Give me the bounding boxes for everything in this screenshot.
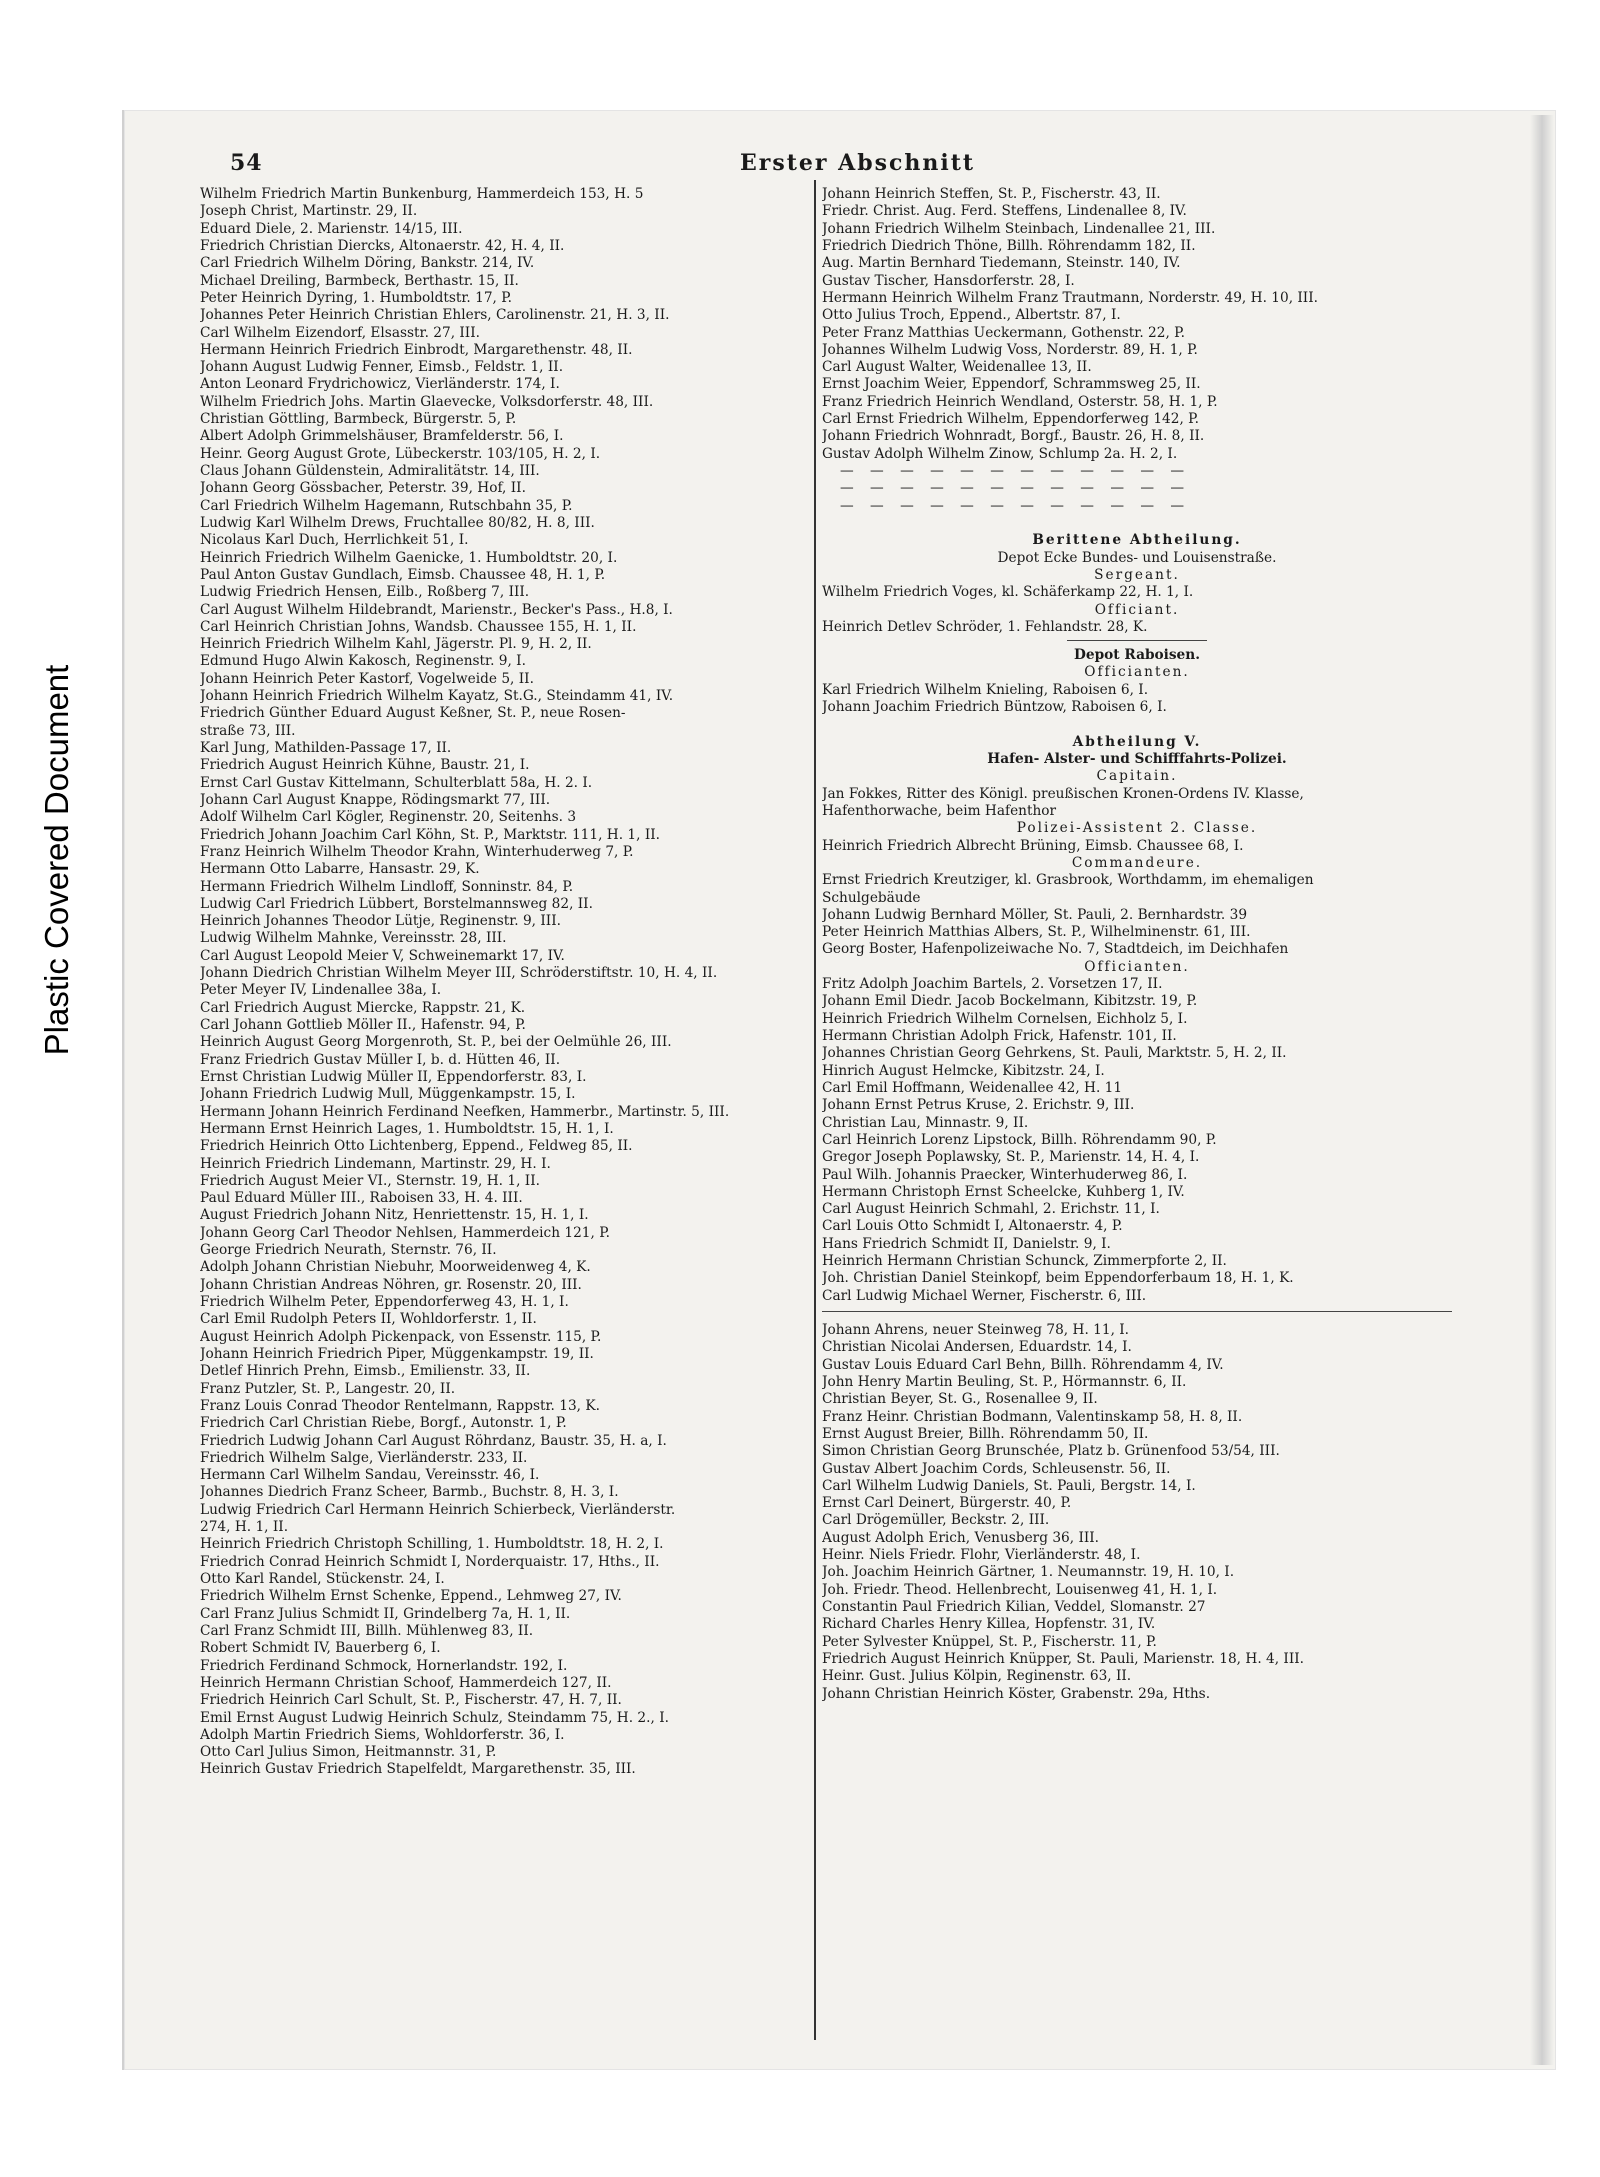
directory-entry: Hermann Christian Adolph Frick, Hafenstr. 101, II. [822, 1028, 1177, 1044]
directory-entry: Schulgebäude [822, 889, 921, 906]
right-column [822, 186, 1452, 1703]
directory-entry: Franz Putzler, St. P., Langestr. 20, II. [200, 1380, 456, 1397]
directory-entry: Johann Heinrich Peter Kastorf, Vogelweide 5, II. [200, 670, 534, 687]
directory-entry: Carl Friedrich Wilhelm Hagemann, Rutschbahn 35, P. [200, 497, 573, 514]
directory-entry: John Henry Martin Beuling, St. P., Hörmannstr. 6, II. [822, 1373, 1187, 1390]
directory-entry: Ludwig Friedrich Hensen, Eilb., Roßberg 7, III. [200, 584, 530, 601]
directory-entry: Franz Heinr. Christian Bodmann, Valentinskamp 58, H. 8, II. [822, 1408, 1243, 1425]
directory-entry: Friedrich Carl Christian Riebe, Borgf., Autonstr. 1, P. [200, 1415, 567, 1432]
directory-entry: Carl Friedrich Wilhelm Döring, Bankstr. 214, IV. [200, 255, 535, 272]
directory-entry: Carl Ludwig Michael Werner, Fischerstr. 6, III. [822, 1287, 1147, 1304]
page-number: 54 [230, 150, 263, 176]
directory-entry: Eduard Diele, 2. Marienstr. 14/15, III. [200, 220, 463, 237]
directory-entry: Ernst Carl Gustav Kittelmann, Schulterblatt 58a, H. 2. I. [200, 774, 593, 791]
directory-entry: Friedrich Christian Diercks, Altonaerstr. 42, H. 4, II. [200, 237, 565, 254]
directory-entry: Carl Heinrich Lorenz Lipstock, Billh. Röhrendamm 90, P. [822, 1131, 1217, 1148]
directory-entry: Friedr. Christ. Aug. Ferd. Steffens, Lindenallee 8, IV. [822, 203, 1187, 220]
directory-entry: Nicolaus Karl Duch, Herrlichkeit 51, I. [200, 532, 469, 549]
officiant-label: Officiant. [1094, 601, 1180, 618]
directory-entry: Gustav Adolph Wilhelm Zinow, Schlump 2a. H. 2, I. [822, 445, 1178, 462]
directory-entry: Paul Wilh. Johannis Praecker, Winterhuderweg 86, I. [822, 1166, 1188, 1183]
directory-entry: Christian Beyer, St. G., Rosenallee 9, II. [822, 1391, 1098, 1408]
directory-entry: Heinrich Friedrich Christoph Schilling, 1. Humboldtstr. 18, H. 2, I. [200, 1536, 664, 1553]
assistent-entry: Heinrich Friedrich Albrecht Brüning, Eimsb. Chaussee 68, I. [822, 837, 1244, 854]
directory-entry: Carl Ernst Friedrich Wilhelm, Eppendorferweg 142, P. [822, 411, 1199, 428]
directory-entry: Johann Georg Gössbacher, Peterstr. 39, Hof, II. [200, 480, 526, 497]
directory-entry: August Adolph Erich, Venusberg 36, III. [822, 1529, 1100, 1546]
directory-entry: Adolph Johann Christian Niebuhr, Moorweidenweg 4, K. [200, 1259, 591, 1276]
directory-entry: Wilhelm Friedrich Martin Bunkenburg, Hammerdeich 153, H. 5 [200, 186, 644, 202]
directory-entry: Gustav Albert Joachim Cords, Schleusenstr. 56, II. [822, 1460, 1171, 1477]
directory-entry: Friedrich Wilhelm Ernst Schenke, Eppend., Lehmweg 27, IV. [200, 1588, 622, 1605]
directory-entry: Gregor Joseph Poplawsky, St. P., Marienstr. 14, H. 4, I. [822, 1149, 1200, 1166]
directory-entry: Albert Adolph Grimmelshäuser, Bramfelderstr. 56, I. [200, 428, 564, 445]
raboisen-title: Depot Raboisen. [1074, 647, 1200, 664]
directory-entry: Christian Göttling, Barmbeck, Bürgerstr. 5, P. [200, 411, 517, 428]
directory-entry: 274, H. 1, II. [200, 1519, 289, 1536]
directory-entry: Carl Johann Gottlieb Möller II., Hafenstr. 94, P. [200, 1017, 526, 1033]
officianten-list [822, 976, 1452, 1305]
directory-entry: Johann August Ludwig Fenner, Eimsb., Feldstr. 1, II. [200, 359, 564, 376]
directory-entry: Carl Friedrich August Miercke, Rappstr. 21, K. [200, 999, 526, 1016]
directory-entry: Johann Heinrich Friedrich Piper, Müggenkampstr. 19, II. [200, 1345, 594, 1362]
directory-entry: Peter Heinrich Matthias Albers, St. P., Wilhelminenstr. 61, III. [822, 924, 1251, 941]
directory-entry: Johann Christian Heinrich Köster, Grabenstr. 29a, Hths. [822, 1685, 1211, 1702]
directory-entry: Franz Heinrich Wilhelm Theodor Krahn, Winterhuderweg 7, P. [200, 843, 634, 860]
directory-entry: Johann Heinrich Steffen, St. P., Fischerstr. 43, II. [822, 186, 1161, 202]
directory-entry: Heinrich Johannes Theodor Lütje, Reginenstr. 9, III. [200, 913, 561, 930]
directory-entry: Johann Friedrich Ludwig Mull, Müggenkampstr. 15, I. [200, 1086, 576, 1103]
directory-entry: Peter Sylvester Knüppel, St. P., Fischerstr. 11, P. [822, 1633, 1157, 1650]
directory-entry: Peter Heinrich Dyring, 1. Humboldtstr. 17, P. [200, 289, 513, 306]
directory-entry: Joseph Christ, Martinstr. 29, II. [200, 203, 418, 220]
directory-entry: August Friedrich Johann Nitz, Henriettenstr. 15, H. 1, I. [200, 1207, 589, 1224]
right-bottom-list [822, 1322, 1452, 1703]
directory-entry: George Friedrich Neurath, Sternstr. 76, II. [200, 1242, 497, 1259]
directory-entry: Ludwig Carl Friedrich Lübbert, Borstelmannsweg 82, II. [200, 895, 593, 912]
directory-entry: Carl August Wilhelm Hildebrandt, Marienstr., Becker's Pass., H.8, I. [200, 601, 673, 618]
directory-entry: Johannes Wilhelm Ludwig Voss, Norderstr. 89, H. 1, P. [822, 341, 1198, 358]
directory-entry: Johann Ludwig Bernhard Möller, St. Pauli, 2. Bernhardstr. 39 [822, 906, 1248, 923]
directory-entry: Heinrich Hermann Christian Schoof, Hammerdeich 127, II. [200, 1674, 612, 1691]
directory-entry: Friedrich Johann Joachim Carl Köhn, St. P., Marktstr. 111, H. 1, II. [200, 826, 661, 843]
directory-entry: Friedrich Wilhelm Salge, Vierländerstr. 233, II. [200, 1449, 528, 1466]
directory-entry: Ernst Friedrich Kreutziger, kl. Grasbrook, Worthdamm, im ehemaligen [822, 872, 1314, 889]
directory-entry: Heinrich August Georg Morgenroth, St. P., bei der Oelmühle 26, III. [200, 1034, 672, 1051]
directory-entry: Georg Boster, Hafenpolizeiwache No. 7, Stadtdeich, im Deichhafen [822, 941, 1289, 958]
page-header: Erster Abschnitt [740, 150, 976, 176]
directory-entry: Friedrich Ferdinand Schmock, Hornerlandstr. 192, I. [200, 1657, 568, 1674]
directory-entry: Friedrich Ludwig Johann Carl August Röhrdanz, Baustr. 35, H. a, I. [200, 1432, 667, 1449]
directory-entry: Carl August Heinrich Schmahl, 2. Erichstr. 11, I. [822, 1201, 1160, 1218]
directory-entry: Johann Ernst Petrus Kruse, 2. Erichstr. 9, III. [822, 1097, 1135, 1114]
page-edge-shadow [1530, 115, 1554, 2065]
directory-entry: Heinrich Gustav Friedrich Stapelfeldt, Margarethenstr. 35, III. [200, 1761, 636, 1778]
directory-entry: Friedrich Günther Eduard August Keßner, St. P., neue Rosen- [200, 705, 626, 722]
officianten-label: Officianten. [1084, 958, 1190, 975]
directory-entry: Ludwig Friedrich Carl Hermann Heinrich Schierbeck, Vierländerstr. [200, 1501, 676, 1518]
directory-entry: Aug. Martin Bernhard Tiedemann, Steinstr. 140, IV. [822, 255, 1181, 272]
directory-entry: Johann Georg Carl Theodor Nehlsen, Hammerdeich 121, P. [200, 1224, 610, 1241]
directory-entry: Carl Emil Rudolph Peters II, Wohldorferstr. 1, II. [200, 1311, 537, 1328]
directory-entry: — — — — — — — — — — — — [840, 463, 1191, 479]
directory-entry: Gustav Louis Eduard Carl Behn, Billh. Röhrendamm 4, IV. [822, 1356, 1224, 1373]
directory-entry: Johannes Christian Georg Gehrkens, St. Pauli, Marktstr. 5, H. 2, II. [822, 1045, 1287, 1062]
directory-entry: Carl Heinrich Christian Johns, Wandsb. Chaussee 155, H. 1, II. [200, 618, 637, 635]
directory-entry: Constantin Paul Friedrich Kilian, Veddel, Slomanstr. 27 [822, 1599, 1206, 1615]
directory-entry: Johann Emil Diedr. Jacob Bockelmann, Kibitzstr. 19, P. [822, 993, 1198, 1010]
capitain-list [822, 786, 1452, 821]
section-rule [1067, 640, 1207, 641]
left-column [200, 186, 812, 1779]
directory-entry: Ernst Christian Ludwig Müller II, Eppendorferstr. 83, I. [200, 1068, 587, 1085]
commandeure-list [822, 872, 1452, 959]
directory-entry: Johann Diedrich Christian Wilhelm Meyer III, Schröderstiftstr. 10, H. 4, II. [200, 965, 718, 982]
directory-entry: Richard Charles Henry Killea, Hopfenstr. 31, IV. [822, 1616, 1156, 1633]
directory-entry: Friedrich August Heinrich Knüpper, St. Pauli, Marienstr. 18, H. 4, III. [822, 1650, 1305, 1667]
commandeure-label: Commandeure. [1071, 854, 1203, 871]
dash-placeholder-lines [822, 463, 1452, 515]
directory-entry: Adolf Wilhelm Carl Kögler, Reginenstr. 20, Seitenhs. 3 [200, 809, 577, 826]
directory-entry: Detlef Hinrich Prehn, Eimsb., Emilienstr. 33, II. [200, 1363, 531, 1380]
directory-entry: Friedrich August Heinrich Kühne, Baustr. 21, I. [200, 757, 530, 774]
directory-entry: Robert Schmidt IV, Bauerberg 6, I. [200, 1640, 441, 1657]
directory-entry: Peter Meyer IV, Lindenallee 38a, I. [200, 982, 442, 999]
directory-entry: Joh. Friedr. Theod. Hellenbrecht, Louisenweg 41, H. 1, I. [822, 1581, 1218, 1598]
directory-entry: Heinr. Georg August Grote, Lübeckerstr. 103/105, H. 2, I. [200, 445, 601, 462]
directory-entry: Hermann Friedrich Wilhelm Lindloff, Sonninstr. 84, P. [200, 878, 574, 895]
directory-entry: — — — — — — — — — — — — [840, 480, 1191, 497]
directory-entry: Heinrich Friedrich Wilhelm Gaenicke, 1. Humboldtstr. 20, I. [200, 549, 618, 566]
section-separator [822, 1311, 1452, 1312]
raboisen-list [822, 682, 1452, 717]
directory-entry: Paul Anton Gustav Gundlach, Eimsb. Chaussee 48, H. 1, P. [200, 566, 606, 583]
directory-entry: straße 73, III. [200, 722, 296, 739]
directory-entry: Joh. Christian Daniel Steinkopf, beim Eppendorferbaum 18, H. 1, K. [822, 1270, 1294, 1287]
directory-entry: Christian Lau, Minnastr. 9, II. [822, 1114, 1029, 1131]
directory-entry: Carl Louis Otto Schmidt I, Altonaerstr. 4, P. [822, 1218, 1123, 1235]
directory-entry: Gustav Tischer, Hansdorferstr. 28, I. [822, 272, 1075, 289]
directory-entry: Johann Heinrich Friedrich Wilhelm Kayatz, St.G., Steindamm 41, IV. [200, 688, 674, 705]
directory-entry: Heinrich Friedrich Wilhelm Cornelsen, Eichholz 5, I. [822, 1010, 1188, 1027]
directory-entry: Hermann Johann Heinrich Ferdinand Neefken, Hammerbr., Martinstr. 5, III. [200, 1103, 730, 1120]
directory-entry: Emil Ernst August Ludwig Heinrich Schulz, Steindamm 75, H. 2., I. [200, 1709, 669, 1726]
directory-entry: Ernst Joachim Weier, Eppendorf, Schrammsweg 25, II. [822, 376, 1201, 393]
directory-entry: Ludwig Wilhelm Mahnke, Vereinsstr. 28, III. [200, 930, 507, 947]
directory-entry: Hermann Heinrich Wilhelm Franz Trautmann, Norderstr. 49, H. 10, III. [822, 289, 1318, 306]
directory-entry: Friedrich Diedrich Thöne, Billh. Röhrendamm 182, II. [822, 237, 1196, 254]
directory-entry: Karl Friedrich Wilhelm Knieling, Raboisen 6, I. [822, 681, 1149, 698]
directory-entry: Franz Louis Conrad Theodor Rentelmann, Rappstr. 13, K. [200, 1397, 600, 1414]
abtheilung-v-title: Abtheilung V. [1072, 733, 1202, 750]
directory-entry: Johann Joachim Friedrich Büntzow, Raboisen 6, I. [822, 699, 1167, 716]
directory-entry: Heinrich Friedrich Lindemann, Martinstr. 29, H. I. [200, 1155, 551, 1172]
sergeant-label: Sergeant. [1094, 566, 1180, 583]
directory-entry: Wilhelm Friedrich Johs. Martin Glaevecke, Volksdorferstr. 48, III. [200, 393, 654, 410]
directory-entry: Johann Friedrich Wohnradt, Borgf., Baustr. 26, H. 8, II. [822, 428, 1205, 445]
directory-entry: Johannes Peter Heinrich Christian Ehlers, Carolinenstr. 21, H. 3, II. [200, 307, 670, 324]
directory-entry: Franz Friedrich Heinrich Wendland, Osterstr. 58, H. 1, P. [822, 393, 1218, 410]
directory-entry: Jan Fokkes, Ritter des Königl. preußischen Kronen-Ordens IV. Klasse, [822, 785, 1304, 802]
assistent-label: Polizei-Assistent 2. Classe. [1016, 820, 1258, 837]
abtheilung-v-subtitle: Hafen- Alster- und Schifffahrts-Polizei. [987, 751, 1287, 767]
directory-entry: Otto Julius Troch, Eppend., Albertstr. 87, I. [822, 307, 1121, 324]
directory-entry: Carl Franz Julius Schmidt II, Grindelberg 7a, H. 1, II. [200, 1605, 571, 1622]
directory-entry: Heinrich Hermann Christian Schunck, Zimmerpforte 2, II. [822, 1253, 1227, 1270]
directory-entry: Heinr. Niels Friedr. Flohr, Vierländerstr. 48, I. [822, 1547, 1141, 1564]
directory-entry: Joh. Joachim Heinrich Gärtner, 1. Neumannstr. 19, H. 10, I. [822, 1564, 1235, 1581]
directory-entry: Ernst August Breier, Billh. Röhrendamm 50, II. [822, 1425, 1149, 1442]
directory-entry: Carl August Leopold Meier V, Schweinemarkt 17, IV. [200, 947, 565, 964]
right-top-list [822, 186, 1452, 463]
directory-entry: Johann Ahrens, neuer Steinweg 78, H. 11, I. [822, 1322, 1130, 1338]
directory-entry: Edmund Hugo Alwin Kakosch, Reginenstr. 9, I. [200, 653, 526, 670]
directory-entry: Hermann Christoph Ernst Scheelcke, Kuhberg 1, IV. [822, 1183, 1185, 1200]
plastic-covered-label-text: Plastic Covered Document [38, 664, 75, 1056]
directory-entry: Carl Franz Schmidt III, Billh. Mühlenweg 83, II. [200, 1622, 534, 1639]
directory-entry: Fritz Adolph Joachim Bartels, 2. Vorsetzen 17, II. [822, 976, 1163, 993]
plastic-covered-label [22, 600, 92, 1120]
raboisen-officianten-label: Officianten. [1084, 664, 1190, 681]
directory-entry: Christian Nicolai Andersen, Eduardstr. 14, I. [822, 1339, 1132, 1356]
directory-entry: Friedrich Heinrich Carl Schult, St. P., Fischerstr. 47, H. 7, II. [200, 1692, 622, 1709]
directory-entry: Paul Eduard Müller III., Raboisen 33, H. 4. III. [200, 1190, 523, 1207]
directory-entry: Adolph Martin Friedrich Siems, Wohldorferstr. 36, I. [200, 1726, 565, 1743]
directory-entry: Carl Drögemüller, Beckstr. 2, III. [822, 1512, 1050, 1529]
directory-entry: Friedrich Heinrich Otto Lichtenberg, Eppend., Feldweg 85, II. [200, 1138, 633, 1155]
column-divider [814, 180, 816, 2040]
sergeant-entry: Wilhelm Friedrich Voges, kl. Schäferkamp 22, H. 1, I. [822, 584, 1194, 601]
directory-entry: Ludwig Karl Wilhelm Drews, Fruchtallee 80/82, H. 8, III. [200, 514, 595, 531]
capitain-label: Capitain. [1096, 768, 1178, 785]
directory-entry: Otto Carl Julius Simon, Heitmannstr. 31, P. [200, 1744, 497, 1761]
directory-entry: Friedrich Wilhelm Peter, Eppendorferweg 43, H. 1, I. [200, 1294, 569, 1310]
directory-entry: Simon Christian Georg Brunschée, Platz b. Grünenfood 53/54, III. [822, 1443, 1280, 1460]
directory-entry: Heinrich Friedrich Wilhelm Kahl, Jägerstr. Pl. 9, H. 2, II. [200, 636, 592, 653]
officiant-entry: Heinrich Detlev Schröder, 1. Fehlandstr. 28, K. [822, 618, 1148, 635]
directory-entry: Heinr. Gust. Julius Kölpin, Reginenstr. 63, II. [822, 1668, 1132, 1685]
directory-entry: Anton Leonard Frydrichowicz, Vierländerstr. 174, I. [200, 376, 560, 393]
directory-entry: Johann Carl August Knappe, Rödingsmarkt 77, III. [200, 791, 551, 808]
berittene-depot: Depot Ecke Bundes- und Louisenstraße. [997, 549, 1277, 566]
directory-entry: Hermann Otto Labarre, Hansastr. 29, K. [200, 861, 480, 878]
directory-entry: Hermann Heinrich Friedrich Einbrodt, Margarethenstr. 48, II. [200, 341, 633, 358]
directory-entry: Peter Franz Matthias Ueckermann, Gothenstr. 22, P. [822, 324, 1185, 341]
directory-entry: Friedrich August Meier VI., Sternstr. 19, H. 1, II. [200, 1172, 540, 1189]
directory-entry: Ernst Carl Deinert, Bürgerstr. 40, P. [822, 1495, 1072, 1512]
directory-entry: Hafenthorwache, beim Hafenthor [822, 802, 1057, 819]
directory-entry: Hans Friedrich Schmidt II, Danielstr. 9, I. [822, 1235, 1111, 1252]
directory-entry: Karl Jung, Mathilden-Passage 17, II. [200, 740, 452, 756]
directory-entry: Hermann Carl Wilhelm Sandau, Vereinsstr. 46, I. [200, 1467, 540, 1484]
directory-entry: August Heinrich Adolph Pickenpack, von Essenstr. 115, P. [200, 1328, 602, 1345]
directory-entry: Michael Dreiling, Barmbeck, Berthastr. 15, II. [200, 272, 519, 289]
directory-entry: Hinrich August Helmcke, Kibitzstr. 24, I. [822, 1062, 1105, 1079]
directory-entry: Carl Wilhelm Eizendorf, Elsasstr. 27, III. [200, 324, 480, 341]
directory-entry: Hermann Ernst Heinrich Lages, 1. Humboldtstr. 15, H. 1, I. [200, 1120, 614, 1137]
directory-entry: Claus Johann Güldenstein, Admiralitätstr. 14, III. [200, 463, 540, 479]
directory-entry: Otto Karl Randel, Stückenstr. 24, I. [200, 1571, 445, 1587]
directory-entry: Friedrich Conrad Heinrich Schmidt I, Norderquaistr. 17, Hths., II. [200, 1553, 660, 1570]
directory-entry: Carl Wilhelm Ludwig Daniels, St. Pauli, Bergstr. 14, I. [822, 1477, 1196, 1494]
directory-entry: Johann Friedrich Wilhelm Steinbach, Lindenallee 21, III. [822, 220, 1216, 237]
directory-entry: Johannes Diedrich Franz Scheer, Barmb., Buchstr. 8, H. 3, I. [200, 1484, 619, 1501]
berittene-title: Berittene Abtheilung. [1032, 532, 1242, 549]
directory-entry: — — — — — — — — — — — — [840, 497, 1191, 514]
directory-entry: Carl Emil Hoffmann, Weidenallee 42, H. 11 [822, 1079, 1123, 1096]
directory-entry: Johann Christian Andreas Nöhren, gr. Rosenstr. 20, III. [200, 1276, 582, 1293]
directory-entry: Franz Friedrich Gustav Müller I, b. d. Hütten 46, II. [200, 1051, 561, 1068]
directory-entry: Carl August Walter, Weidenallee 13, II. [822, 359, 1092, 376]
